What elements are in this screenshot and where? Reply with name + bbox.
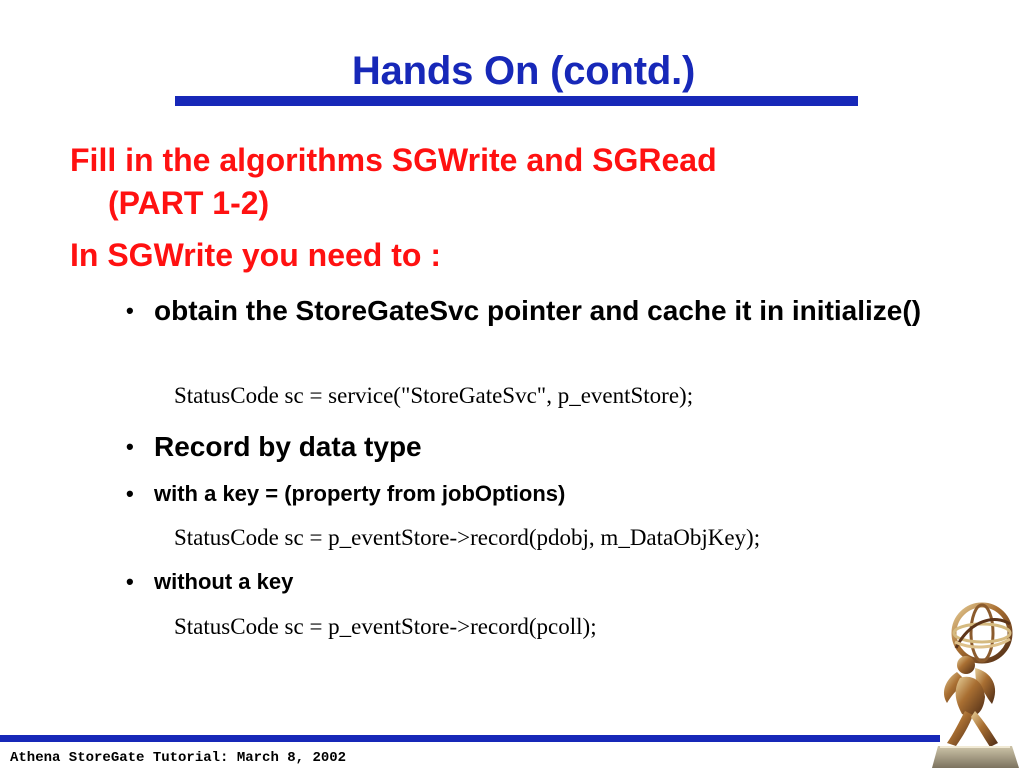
bullet-text-with-key: with a key = (property from jobOptions)	[154, 481, 566, 506]
bullet-text-without-key: without a key	[154, 569, 294, 594]
bullet-with-key	[126, 477, 746, 511]
atlas-statue-logo-icon	[928, 596, 1024, 768]
main-point-fill-algorithms-line-2: (PART 1-2)	[108, 185, 270, 221]
footer-rule	[0, 735, 940, 742]
slide-title: Hands On (contd.)	[351, 48, 696, 93]
main-point-sgwrite-needs: In SGWrite you need to :	[70, 237, 441, 273]
bullet-marker: •	[126, 298, 134, 323]
code-record-with-key: StatusCode sc = p_eventStore->record(pdobj, m_DataObjKey);	[174, 525, 761, 550]
bullet-storegatesvc-pointer	[126, 294, 926, 328]
bullet-marker: •	[126, 481, 134, 506]
main-point-fill-algorithms-line-1: Fill in the algorithms SGWrite and SGRead	[70, 142, 717, 178]
bullet-record-by-data-type	[126, 430, 646, 464]
bullet-text-record-by-data-type: Record by data type	[154, 431, 422, 462]
bullet-without-key	[126, 565, 446, 599]
bullet-marker: •	[126, 434, 134, 459]
bullet-marker: •	[126, 569, 134, 594]
footer-text: Athena StoreGate Tutorial: March 8, 2002	[10, 750, 347, 766]
code-record-without-key: StatusCode sc = p_eventStore->record(pcoll);	[174, 614, 597, 639]
bullet-text-storegatesvc-pointer: obtain the StoreGateSvc pointer and cache it in initialize()	[154, 295, 922, 326]
title-underline	[175, 96, 858, 106]
main-point-fill-algorithms	[70, 139, 900, 225]
code-service-storegatesvc: StatusCode sc = service("StoreGateSvc", p_eventStore);	[174, 383, 694, 408]
